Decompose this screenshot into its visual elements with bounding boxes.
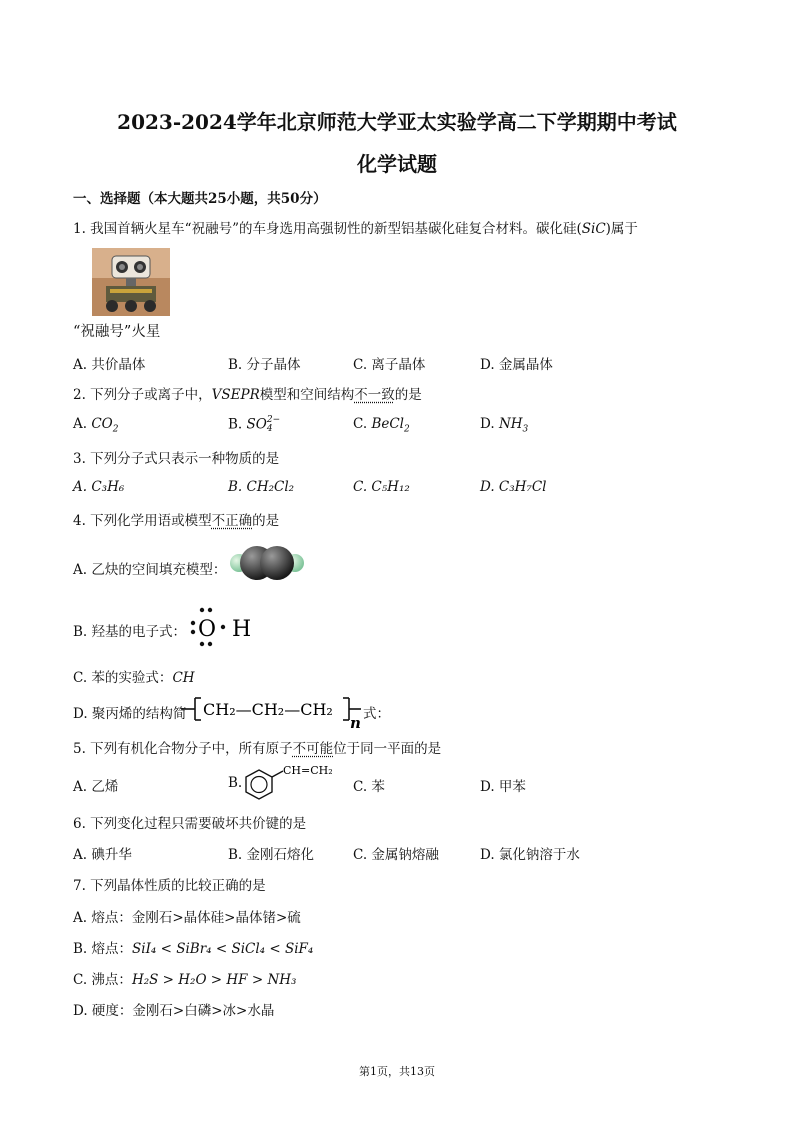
hydroxyl-electron-formula [190, 605, 254, 649]
question-5-stem [73, 737, 441, 757]
q4-option-c[interactable]: C. 苯的实验式：CH [73, 670, 195, 686]
question-3-stem: 3. 下列分子式只表示一种物质的是 [73, 451, 280, 467]
q4-option-d[interactable]: D. 聚丙烯的结构简 [73, 706, 187, 722]
q2-option-d[interactable]: D. $NH_3$ [480, 416, 529, 435]
question-2-stem [73, 383, 422, 403]
q1-option-b[interactable]: B. 分子晶体 [228, 357, 301, 373]
paper-title: 2023-2024学年北京师范大学亚太实验学高二下学期期中考试 [117, 110, 677, 134]
mars-rover-photo [92, 248, 170, 316]
acetylene-space-filling-model [229, 543, 305, 583]
photo-caption: “祝融号”火星 [73, 324, 161, 340]
q7-option-d[interactable]: D. 硬度：金刚石>白磷>冰>水晶 [73, 1003, 275, 1019]
q2-emphasis: 不一致 [354, 387, 395, 403]
q7-option-c[interactable]: C. 沸点：H₂S > H₂O > HF > NH₃ [73, 972, 297, 988]
q1-text-b: )属于 [605, 221, 638, 237]
q5-emphasis: 不可能 [292, 741, 334, 757]
q5-option-d[interactable]: D. 甲苯 [480, 779, 526, 795]
question-7-stem: 7. 下列晶体性质的比较正确的是 [73, 878, 266, 894]
q7-option-a[interactable]: A. 熔点：金刚石>晶体硅>晶体锗>硫 [73, 910, 301, 926]
polypropylene-structure [181, 692, 361, 730]
q2-option-b[interactable]: B. SO 2− 4 [228, 415, 281, 434]
q4-text-a: 4. 下列化学用语或模型 [73, 513, 212, 529]
q4-option-d-tail: 式： [363, 706, 390, 722]
q6-option-c[interactable]: C. 金属钠熔融 [353, 847, 439, 863]
q1-option-a[interactable]: A. 共价晶体 [73, 357, 146, 373]
q7-option-b[interactable]: B. 熔点：SiI₄ < SiBr₄ < SiCl₄ < SiF₄ [73, 941, 314, 957]
styrene-structure [243, 762, 339, 804]
page-footer: 第1页，共13页 [359, 1065, 435, 1078]
q6-option-a[interactable]: A. 碘升华 [73, 847, 132, 863]
q4-text-b: 的是 [252, 513, 280, 529]
q5-option-c[interactable]: C. 苯 [353, 779, 385, 795]
paper-subtitle: 化学试题 [357, 152, 437, 176]
svg-text:H: H [232, 617, 252, 642]
q5-text-a: 5. 下列有机化合物分子中，所有原子 [73, 741, 293, 757]
q3-option-c[interactable]: C. C₅H₁₂ [353, 479, 410, 495]
q6-option-d[interactable]: D. 氯化钠溶于水 [480, 847, 580, 863]
q5-option-b[interactable]: B. [228, 775, 243, 791]
q1-formula: SiC [581, 221, 606, 237]
q6-option-b[interactable]: B. 金刚石熔化 [228, 847, 315, 863]
q2-text-b: 模型和空间结构 [259, 387, 355, 403]
question-4-stem [73, 509, 279, 529]
q5-option-a[interactable]: A. 乙烯 [73, 779, 119, 795]
section-heading: 一、选择题（本大题共25小题，共50分） [73, 191, 327, 207]
q1-option-d[interactable]: D. 金属晶体 [480, 357, 553, 373]
q3-option-d[interactable]: D. C₃H₇Cl [480, 479, 547, 495]
q1-text-a: 1. 我国首辆火星车“祝融号”的车身选用高强韧性的新型铝基碳化硅复合材料。碳化硅( [73, 221, 582, 237]
q2-text-a: 2. 下列分子或离子中， [73, 387, 212, 403]
q1-option-c[interactable]: C. 离子晶体 [353, 357, 426, 373]
q2-option-c[interactable]: C. BeCl$_2$ [353, 416, 410, 435]
q2-text-c: 的是 [394, 387, 422, 403]
q2-option-a[interactable]: A. $CO_2$ [73, 416, 119, 435]
svg-text:n: n [350, 714, 361, 730]
svg-text:CH=CH₂: CH=CH₂ [283, 764, 333, 777]
q3-option-a[interactable]: A. C₃H₆ [73, 479, 125, 495]
svg-text:O: O [198, 617, 217, 642]
q2-vsepr: VSEPR [211, 387, 260, 403]
q4-option-b[interactable]: B. 羟基的电子式： [73, 624, 187, 640]
q4-emphasis: 不正确 [211, 513, 253, 529]
question-1-stem [73, 217, 638, 237]
q4-option-a[interactable]: A. 乙炔的空间填充模型： [73, 562, 227, 578]
question-6-stem: 6. 下列变化过程只需要破坏共价键的是 [73, 816, 307, 832]
svg-text:CH₂—CH₂—CH₂: CH₂—CH₂—CH₂ [203, 700, 333, 719]
q3-option-b[interactable]: B. CH₂Cl₂ [228, 479, 295, 495]
q5-text-b: 位于同一平面的是 [333, 741, 442, 757]
